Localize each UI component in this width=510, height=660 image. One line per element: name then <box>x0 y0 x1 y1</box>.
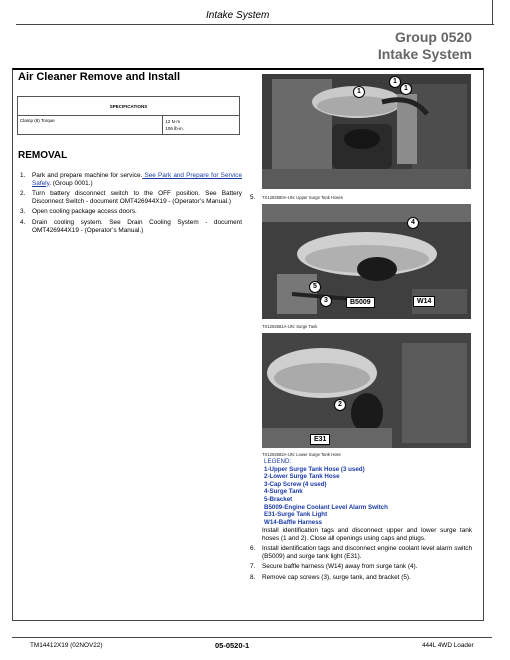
callout-3: 3 <box>320 295 332 307</box>
header-rule-right <box>492 0 493 24</box>
legend-item: 3-Cap Screw (4 used) <box>264 480 327 488</box>
step-6 <box>250 545 472 560</box>
legend-item: E31-Surge Tank Light <box>264 511 328 519</box>
step-number: 7. <box>250 563 256 571</box>
figure-photo <box>262 74 471 189</box>
step-2 <box>20 190 242 205</box>
step-5-number: 5. <box>250 194 256 201</box>
callout-2: 2 <box>334 399 346 411</box>
figure-caption: TX1292580A-UN: Upper Surge Tank Hoses <box>262 195 343 200</box>
group-title: Intake System <box>377 46 472 62</box>
callout-1: 1 <box>389 76 401 88</box>
section-title: Air Cleaner Remove and Install <box>18 71 180 83</box>
spec-row <box>18 116 240 135</box>
header-rule <box>16 24 494 25</box>
removal-heading: REMOVAL <box>18 150 68 161</box>
right-steps <box>250 527 472 585</box>
callout-1: 1 <box>353 86 365 98</box>
callout-1: 1 <box>400 83 412 95</box>
legend-item: 2-Lower Surge Tank Hose <box>264 473 340 481</box>
step-text: Secure baffle harness (W14) away from surge tank (4). <box>262 563 418 571</box>
step-8 <box>250 574 472 582</box>
step-text-part: Park and prepare machine for service. <box>32 172 143 179</box>
step-text: Open cooling package access doors. <box>32 208 137 216</box>
tag-w14: W14 <box>413 296 435 307</box>
callout-4: 4 <box>407 217 419 229</box>
step-4 <box>20 219 242 234</box>
legend-item: 1-Upper Surge Tank Hose (3 used) <box>264 465 365 473</box>
step-number: 3. <box>20 208 26 216</box>
figure-caption: TX1292581A-UN: Surge Tank <box>262 324 318 329</box>
legend-item: 4-Surge Tank <box>264 488 303 496</box>
figure-photo <box>262 333 471 448</box>
step-1 <box>20 172 242 187</box>
step-text: Remove cap screws (3), surge tank, and bracket (5). <box>262 573 411 581</box>
legend <box>264 458 388 526</box>
footer-rule <box>12 637 492 638</box>
step-text <box>32 172 242 187</box>
figure-caption: TX1292582A-UN: Lower Surge Tank Hose <box>262 452 341 457</box>
group-number: Group 0520 <box>394 29 472 45</box>
step-text: Drain cooling system. See Drain Cooling System - document OMT426944X19 - (Operator’s Manual.) <box>32 218 242 234</box>
footer-doc-id: TM14412X19 (02NOV22) <box>30 642 103 649</box>
step-number: 4. <box>20 218 26 226</box>
step-text-part: . (Group 0001.) <box>49 179 93 187</box>
running-head: Intake System <box>206 10 270 21</box>
step-7 <box>250 563 472 571</box>
legend-item: W14-Baffle Harness <box>264 518 323 526</box>
removal-steps <box>20 172 242 237</box>
tag-b5009: B5009 <box>346 297 375 308</box>
park-prepare-link[interactable]: See Park and Prepare for Service Safely <box>32 172 242 187</box>
step-5-text: Install identification tags and disconnect upper and lower surge tank hoses (1 and 2). Close all openings using caps and plugs. <box>262 527 472 542</box>
legend-heading: LEGEND: <box>264 458 292 465</box>
spec-heading: SPECIFICATIONS <box>18 97 240 116</box>
step-text: Turn battery disconnect switch to the OFF position. See Battery Disconnect Switch - document OMT426944X19 - (Operator’s Manual.) <box>32 190 242 205</box>
spec-label: Clamp (8) Torque <box>18 116 163 135</box>
legend-item: B5009-Engine Coolant Level Alarm Switch <box>264 503 388 511</box>
spec-value <box>163 116 240 135</box>
figure-upper-surge-tank-hoses <box>262 74 471 189</box>
footer-model: 444L 4WD Loader <box>422 642 474 649</box>
tag-e31: E31 <box>310 434 330 445</box>
spec-value-metric: 12 N·m <box>165 119 181 124</box>
legend-item: 5-Bracket <box>264 495 293 503</box>
specifications-table <box>17 96 240 135</box>
step-3 <box>20 208 242 216</box>
footer-page-number: 05-0520-1 <box>215 641 250 650</box>
step-number: 6. <box>250 545 256 553</box>
spec-value-imperial: 106 lb-in. <box>165 126 184 131</box>
step-number: 8. <box>250 573 256 581</box>
step-text: Install identification tags and disconnect engine coolant level alarm switch (B5009) and surge tank light (E31). <box>262 545 472 560</box>
step-number: 1. <box>20 172 26 179</box>
step-number: 2. <box>20 190 26 198</box>
figure-lower-surge-tank-hose <box>262 333 471 448</box>
callout-5: 5 <box>309 281 321 293</box>
